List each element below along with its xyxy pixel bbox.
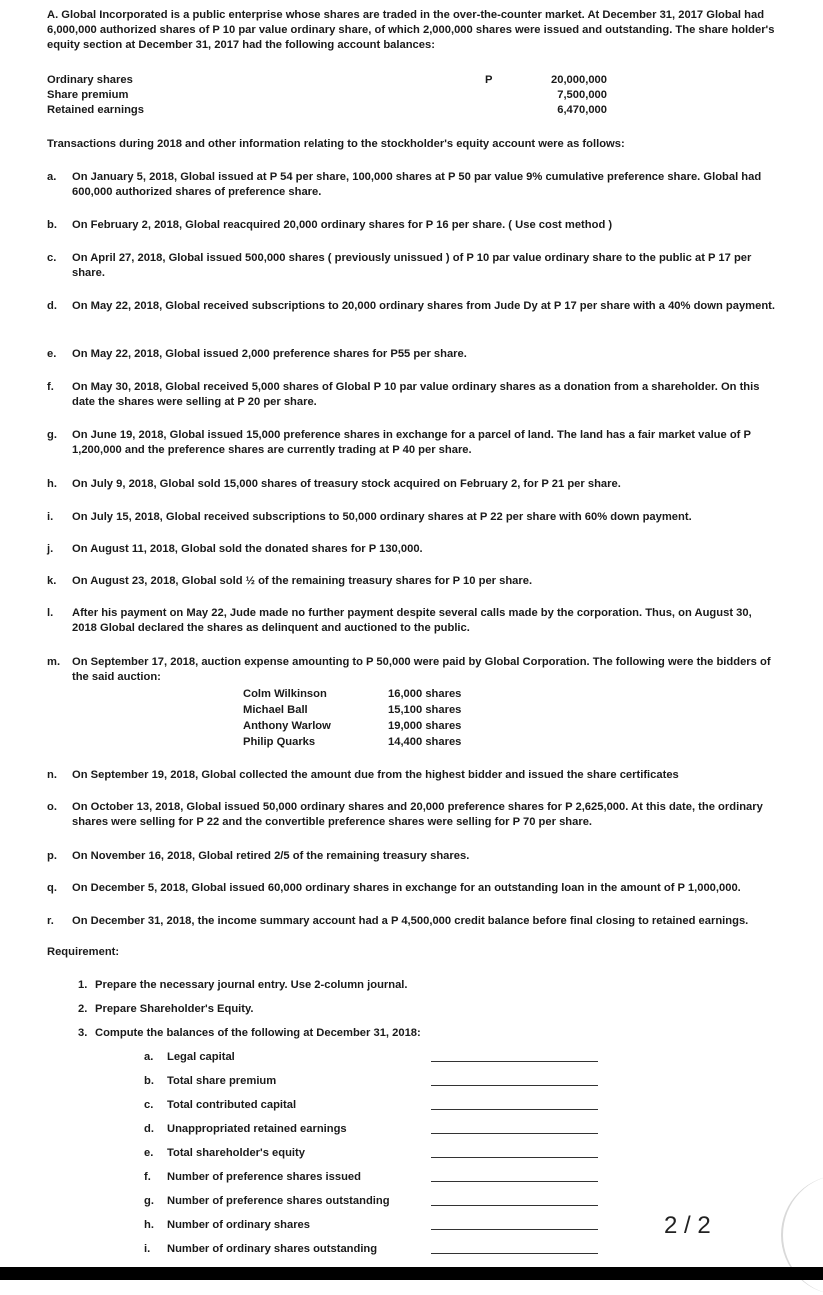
item-letter: b.	[47, 219, 57, 231]
balance-row	[47, 103, 607, 118]
intro-paragraph: A. Global Incorporated is a public enterprise whose shares are traded in the over-the-counter market. At December 31, 2017 Global had 6,000,000 authorized shares of P 10 par value ordinary share, of which 2,000,000 shares were issued and outstanding. The share holder's equity section at December 31, 2017 had the following account balances:	[47, 9, 775, 51]
answer-blank[interactable]	[431, 1181, 598, 1182]
transaction-item	[47, 428, 777, 458]
balance-question	[144, 1146, 604, 1162]
transaction-item	[47, 347, 777, 362]
item-letter: m.	[47, 656, 61, 668]
item-text: On May 22, 2018, Global received subscriptions to 20,000 ordinary shares from Jude Dy at P 17 per share with a 40% down payment.	[72, 300, 776, 312]
question-letter: g.	[144, 1195, 154, 1207]
item-text: On December 31, 2018, the income summary account had a P 4,500,000 credit balance before final closing to retained earnings.	[72, 915, 749, 927]
requirement-number: 3.	[78, 1027, 88, 1039]
question-letter: d.	[144, 1123, 154, 1135]
item-letter: d.	[47, 300, 57, 312]
bidder-shares: 14,400 shares	[388, 736, 462, 748]
bidder-shares: 19,000 shares	[388, 720, 462, 732]
transaction-item	[47, 251, 777, 281]
item-text: On September 19, 2018, Global collected the amount due from the highest bidder and issued the share certificates	[72, 769, 679, 781]
transaction-item	[47, 606, 777, 636]
bidder-name: Anthony Warlow	[243, 720, 331, 732]
bidder-row	[243, 687, 483, 703]
bottom-bar	[0, 1267, 823, 1280]
bidder-row	[243, 735, 483, 751]
item-text: On August 11, 2018, Global sold the donated shares for P 130,000.	[72, 543, 423, 555]
item-text: On July 9, 2018, Global sold 15,000 shares of treasury stock acquired on February 2, for P 21 per share.	[72, 478, 621, 490]
bidder-shares: 16,000 shares	[388, 688, 462, 700]
transaction-item	[47, 542, 777, 557]
requirement-text: Compute the balances of the following at December 31, 2018:	[95, 1027, 421, 1039]
balance-amount: 7,500,000	[557, 89, 607, 101]
question-text: Total share premium	[167, 1075, 277, 1087]
bidder-row	[243, 703, 483, 719]
item-text: On September 17, 2018, auction expense amounting to P 50,000 were paid by Global Corporation. The following were the bidders of the said auction:	[72, 656, 771, 683]
transaction-item	[47, 800, 777, 830]
transaction-item	[47, 574, 777, 589]
question-letter: e.	[144, 1147, 154, 1159]
item-text: On May 30, 2018, Global received 5,000 shares of Global P 10 par value ordinary shares as a donation from a shareholder. On this date the shares were selling at P 20 per share.	[72, 381, 760, 408]
item-letter: e.	[47, 348, 57, 360]
balance-name: Ordinary shares	[47, 74, 133, 86]
bidder-row	[243, 719, 483, 735]
item-letter: n.	[47, 769, 57, 781]
transaction-item	[47, 218, 777, 233]
transaction-item	[47, 380, 777, 410]
bidder-name: Colm Wilkinson	[243, 688, 327, 700]
transaction-item	[47, 768, 777, 783]
bidders-table	[243, 687, 483, 751]
question-letter: a.	[144, 1051, 154, 1063]
answer-blank[interactable]	[431, 1061, 598, 1062]
balance-question	[144, 1242, 604, 1258]
item-letter: r.	[47, 915, 54, 927]
question-letter: c.	[144, 1099, 154, 1111]
transactions-heading: Transactions during 2018 and other information relating to the stockholder's equity account were as follows:	[47, 138, 625, 150]
item-text: On August 23, 2018, Global sold ½ of the remaining treasury shares for P 10 per share.	[72, 575, 533, 587]
item-text: On November 16, 2018, Global retired 2/5 of the remaining treasury shares.	[72, 850, 470, 862]
requirement-number: 1.	[78, 979, 88, 991]
answer-blank[interactable]	[431, 1133, 598, 1134]
question-text: Number of preference shares issued	[167, 1171, 361, 1183]
requirement-item	[78, 1002, 254, 1017]
item-text: After his payment on May 22, Jude made no further payment despite several calls made by the corporation. Thus, on August 30, 2018 Global declared the shares as delinquent and auctioned to the public.	[72, 607, 752, 634]
question-text: Unappropriated retained earnings	[167, 1123, 347, 1135]
item-text: On April 27, 2018, Global issued 500,000 shares ( previously unissued ) of P 10 par value ordinary share to the public at P 17 per share.	[72, 252, 752, 279]
transaction-item	[47, 655, 777, 685]
item-text: On May 22, 2018, Global issued 2,000 preference shares for P55 per share.	[72, 348, 467, 360]
balance-name: Share premium	[47, 89, 129, 101]
requirement-number: 2.	[78, 1003, 88, 1015]
item-letter: a.	[47, 171, 57, 183]
requirement-text: Prepare Shareholder's Equity.	[95, 1003, 254, 1015]
answer-blank[interactable]	[431, 1205, 598, 1206]
item-letter: g.	[47, 429, 57, 441]
question-text: Total shareholder's equity	[167, 1147, 305, 1159]
question-letter: h.	[144, 1219, 154, 1231]
balance-amount: 20,000,000	[551, 74, 607, 86]
transaction-item	[47, 299, 777, 314]
balance-question	[144, 1122, 604, 1138]
bidder-name: Michael Ball	[243, 704, 308, 716]
requirement-text: Prepare the necessary journal entry. Use 2-column journal.	[95, 979, 408, 991]
answer-blank[interactable]	[431, 1109, 598, 1110]
balance-question	[144, 1170, 604, 1186]
requirement-item	[78, 1026, 421, 1041]
question-text: Legal capital	[167, 1051, 235, 1063]
balance-question	[144, 1218, 604, 1234]
requirement-heading: Requirement:	[47, 946, 120, 958]
item-letter: j.	[47, 543, 54, 555]
question-text: Number of preference shares outstanding	[167, 1195, 390, 1207]
transaction-item	[47, 849, 777, 864]
balance-table	[47, 73, 607, 118]
item-letter: p.	[47, 850, 57, 862]
requirement-item	[78, 978, 408, 993]
item-letter: k.	[47, 575, 57, 587]
transaction-item	[47, 170, 777, 200]
item-letter: i.	[47, 511, 54, 523]
item-text: On July 15, 2018, Global received subscriptions to 50,000 ordinary shares at P 22 per share with 60% down payment.	[72, 511, 692, 523]
answer-blank[interactable]	[431, 1085, 598, 1086]
item-letter: h.	[47, 478, 57, 490]
question-text: Number of ordinary shares	[167, 1219, 310, 1231]
item-letter: l.	[47, 607, 54, 619]
item-text: On January 5, 2018, Global issued at P 54 per share, 100,000 shares at P 50 par value 9% cumulative preference share. Global had 600,000 authorized shares of preference share.	[72, 171, 762, 198]
item-text: On October 13, 2018, Global issued 50,000 ordinary shares and 20,000 preference shares for P 2,625,000. At this date, the ordinary shares were selling for P 22 and the convertible preference shares were selling for P 70 per share.	[72, 801, 763, 828]
currency-symbol: P	[485, 74, 493, 86]
balance-name: Retained earnings	[47, 104, 144, 116]
item-text: On June 19, 2018, Global issued 15,000 preference shares in exchange for a parcel of land. The land has a fair market value of P 1,200,000 and the preference shares are currently trading at P 40 per share.	[72, 429, 751, 456]
transaction-item	[47, 914, 777, 929]
item-letter: q.	[47, 882, 57, 894]
question-letter: f.	[144, 1171, 151, 1183]
answer-blank[interactable]	[431, 1229, 598, 1230]
answer-blank[interactable]	[431, 1157, 598, 1158]
bidder-name: Philip Quarks	[243, 736, 316, 748]
item-text: On February 2, 2018, Global reacquired 20,000 ordinary shares for P 16 per share. ( Use cost method )	[72, 219, 613, 231]
question-letter: b.	[144, 1075, 154, 1087]
question-text: Number of ordinary shares outstanding	[167, 1243, 378, 1255]
transaction-item	[47, 881, 777, 896]
answer-blank[interactable]	[431, 1253, 598, 1254]
item-letter: c.	[47, 252, 57, 264]
transaction-item	[47, 477, 777, 492]
transaction-item	[47, 510, 777, 525]
balance-question	[144, 1050, 604, 1066]
page-indicator: 2 / 2	[664, 1212, 711, 1239]
item-letter: o.	[47, 801, 57, 813]
balance-row	[47, 88, 607, 103]
balance-question	[144, 1074, 604, 1090]
balance-question	[144, 1098, 604, 1114]
balance-row	[47, 73, 607, 88]
balance-question	[144, 1194, 604, 1210]
item-text: On December 5, 2018, Global issued 60,000 ordinary shares in exchange for an outstanding loan in the amount of P 1,000,000.	[72, 882, 741, 894]
bidder-shares: 15,100 shares	[388, 704, 462, 716]
item-letter: f.	[47, 381, 54, 393]
balance-amount: 6,470,000	[557, 104, 607, 116]
question-letter: i.	[144, 1243, 151, 1255]
question-text: Total contributed capital	[167, 1099, 297, 1111]
